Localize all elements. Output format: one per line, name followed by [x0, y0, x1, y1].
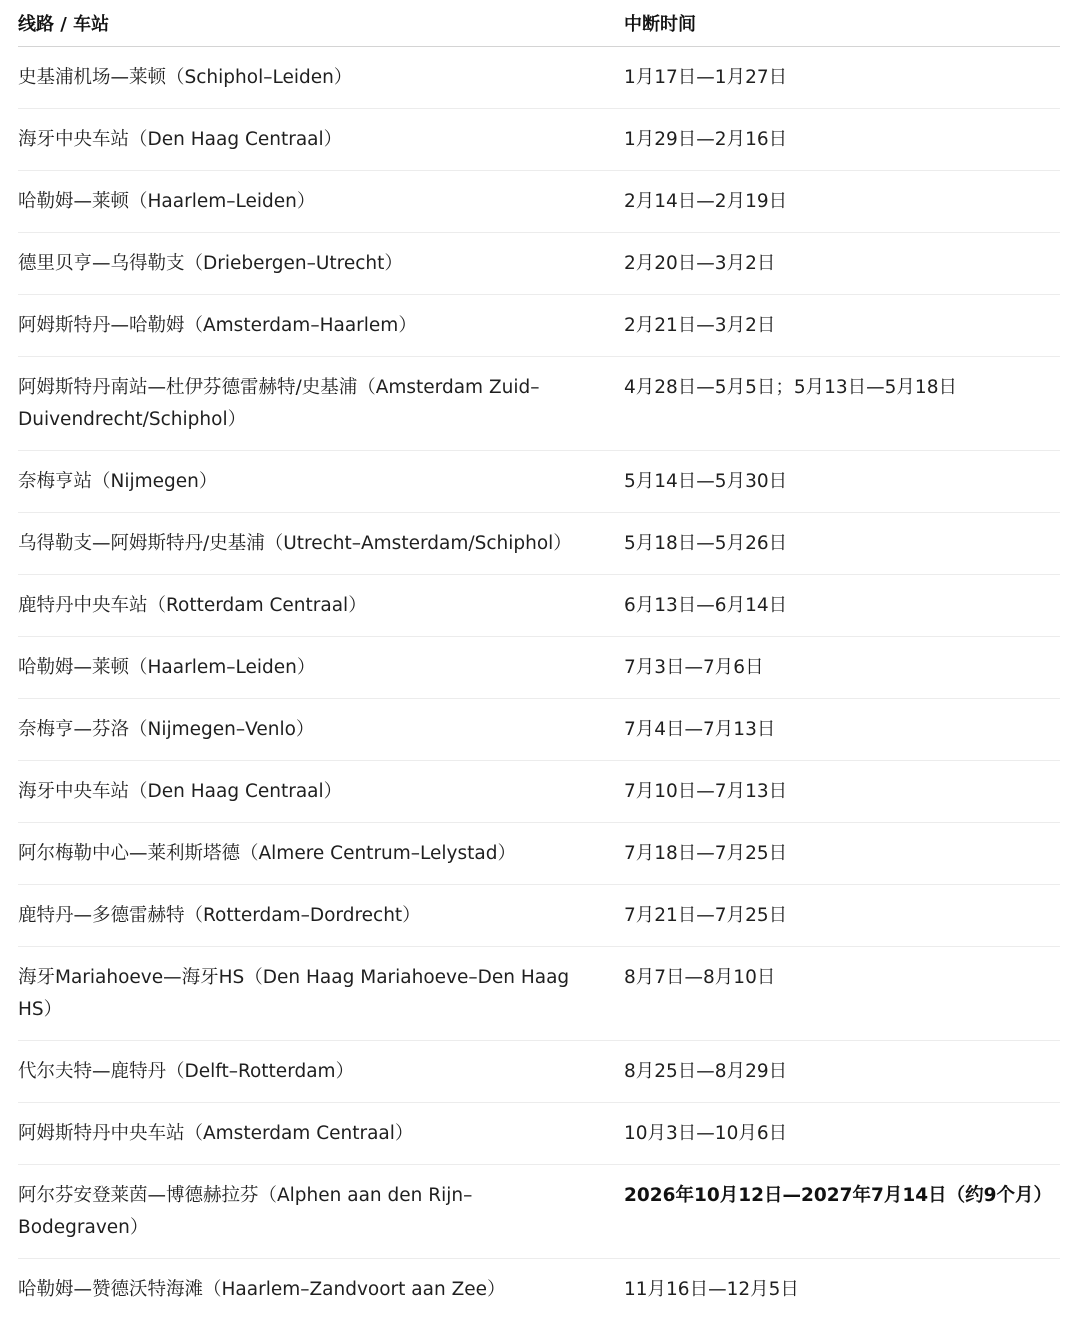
table-row [18, 47, 1060, 109]
period-cell: 2月21日—3月2日 [624, 295, 1060, 357]
route-cell: 代尔夫特—鹿特丹（Delft–Rotterdam） [18, 1041, 624, 1103]
route-cell: 哈勒姆—莱顿（Haarlem–Leiden） [18, 637, 624, 699]
table-row [18, 171, 1060, 233]
period-cell: 6月13日—6月14日 [624, 575, 1060, 637]
table-row [18, 823, 1060, 885]
route-cell: 海牙Mariahoeve—海牙HS（Den Haag Mariahoeve–Den Haag HS） [18, 947, 624, 1041]
period-cell: 8月7日—8月10日 [624, 947, 1060, 1041]
table-row [18, 947, 1060, 1041]
period-cell: 7月21日—7月25日 [624, 885, 1060, 947]
table-row [18, 513, 1060, 575]
period-cell: 2月14日—2月19日 [624, 171, 1060, 233]
header-period: 中断时间 [624, 0, 1060, 47]
period-cell: 7月3日—7月6日 [624, 637, 1060, 699]
table-row [18, 295, 1060, 357]
route-cell: 阿姆斯特丹南站—杜伊芬德雷赫特/史基浦（Amsterdam Zuid–Duivendrecht/Schiphol） [18, 357, 624, 451]
table-header-row [18, 0, 1060, 47]
route-cell: 史基浦机场—莱顿（Schiphol–Leiden） [18, 47, 624, 109]
period-cell: 1月29日—2月16日 [624, 109, 1060, 171]
route-cell: 鹿特丹中央车站（Rotterdam Centraal） [18, 575, 624, 637]
table-row [18, 885, 1060, 947]
route-cell: 德里贝亨—乌得勒支（Driebergen–Utrecht） [18, 233, 624, 295]
route-cell: 阿姆斯特丹中央车站（Amsterdam Centraal） [18, 1103, 624, 1165]
disruption-table-container [18, 0, 1060, 1320]
route-cell: 鹿特丹—多德雷赫特（Rotterdam–Dordrecht） [18, 885, 624, 947]
period-cell: 2月20日—3月2日 [624, 233, 1060, 295]
table-row [18, 1165, 1060, 1259]
table-row [18, 637, 1060, 699]
route-cell: 哈勒姆—赞德沃特海滩（Haarlem–Zandvoort aan Zee） [18, 1259, 624, 1320]
header-route: 线路 / 车站 [18, 0, 624, 47]
period-cell: 7月4日—7月13日 [624, 699, 1060, 761]
period-cell: 5月14日—5月30日 [624, 451, 1060, 513]
table-row [18, 357, 1060, 451]
period-cell: 4月28日—5月5日；5月13日—5月18日 [624, 357, 1060, 451]
table-row [18, 451, 1060, 513]
period-cell: 7月18日—7月25日 [624, 823, 1060, 885]
route-cell: 阿尔芬安登莱茵—博德赫拉芬（Alphen aan den Rijn–Bodegraven） [18, 1165, 624, 1259]
route-cell: 海牙中央车站（Den Haag Centraal） [18, 761, 624, 823]
route-cell: 阿姆斯特丹—哈勒姆（Amsterdam–Haarlem） [18, 295, 624, 357]
period-cell: 5月18日—5月26日 [624, 513, 1060, 575]
period-cell: 10月3日—10月6日 [624, 1103, 1060, 1165]
route-cell: 奈梅亨站（Nijmegen） [18, 451, 624, 513]
route-cell: 阿尔梅勒中心—莱利斯塔德（Almere Centrum–Lelystad） [18, 823, 624, 885]
period-cell: 1月17日—1月27日 [624, 47, 1060, 109]
table-row [18, 1041, 1060, 1103]
route-cell: 哈勒姆—莱顿（Haarlem–Leiden） [18, 171, 624, 233]
table-row [18, 233, 1060, 295]
period-cell: 2026年10月12日—2027年7月14日（约9个月） [624, 1165, 1060, 1259]
route-cell: 奈梅亨—芬洛（Nijmegen–Venlo） [18, 699, 624, 761]
table-row [18, 1103, 1060, 1165]
table-row [18, 575, 1060, 637]
table-row [18, 761, 1060, 823]
disruption-table [18, 0, 1060, 1320]
table-body [18, 47, 1060, 1320]
period-cell: 7月10日—7月13日 [624, 761, 1060, 823]
period-cell: 8月25日—8月29日 [624, 1041, 1060, 1103]
period-cell: 11月16日—12月5日 [624, 1259, 1060, 1320]
route-cell: 乌得勒支—阿姆斯特丹/史基浦（Utrecht–Amsterdam/Schiphol） [18, 513, 624, 575]
table-row [18, 1259, 1060, 1320]
table-row [18, 699, 1060, 761]
route-cell: 海牙中央车站（Den Haag Centraal） [18, 109, 624, 171]
table-row [18, 109, 1060, 171]
